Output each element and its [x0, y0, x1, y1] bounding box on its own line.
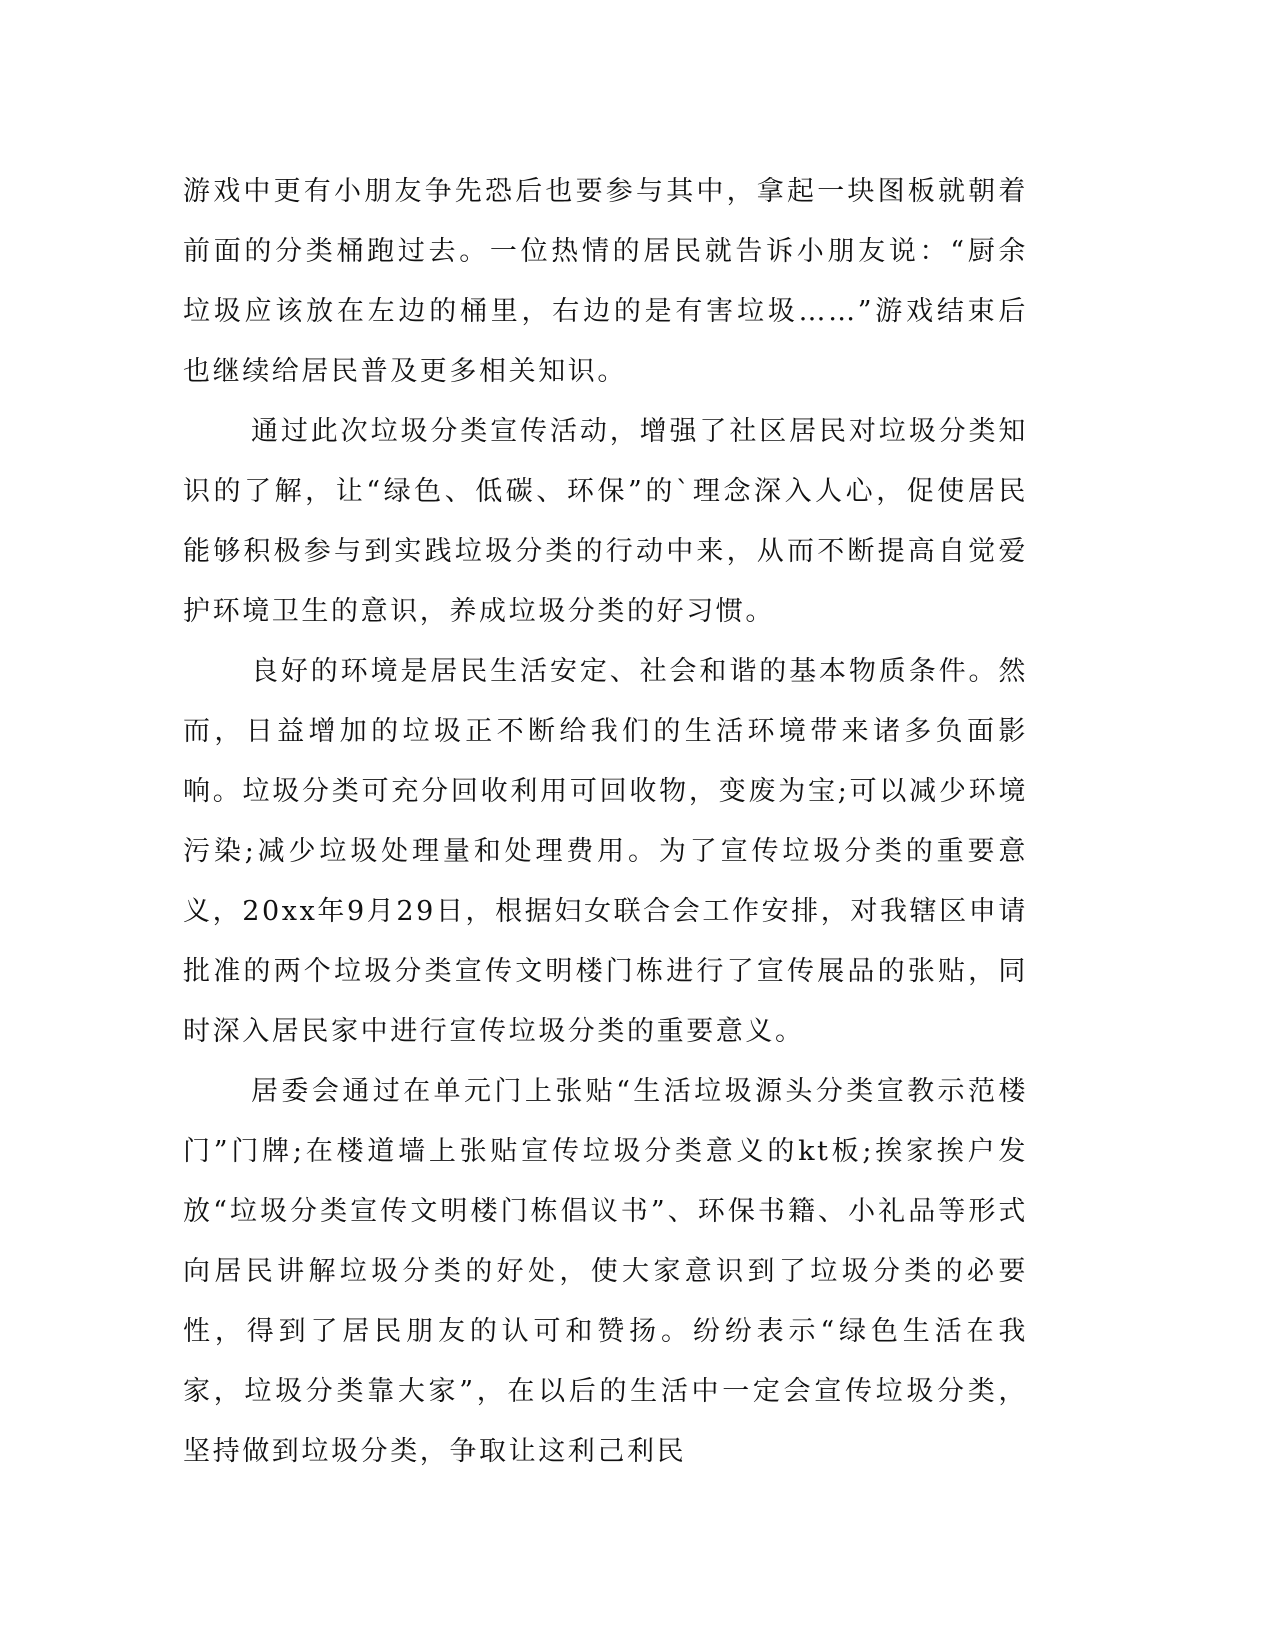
paragraph-3: 良好的环境是居民生活安定、社会和谐的基本物质条件。然而，日益增加的垃圾正不断给我们的生活环境带来诸多负面影响。垃圾分类可充分回收利用可回收物，变废为宝;可以减少环境污染;减少垃圾处理量和处理费用。为了宣传垃圾分类的重要意义，20xx年9月29日，根据妇女联合会工作安排，对我辖区申请批准的两个垃圾分类宣传文明楼门栋进行了宣传展品的张贴，同时深入居民家中进行宣传垃圾分类的重要意义。 — [183, 656, 1028, 1047]
paragraph-1: 游戏中更有小朋友争先恐后也要参与其中，拿起一块图板就朝着前面的分类桶跑过去。一位热情的居民就告诉小朋友说：“厨余垃圾应该放在左边的桶里，右边的是有害垃圾……”游戏结束后也继续给居民普及更多相关知识。 — [183, 176, 1028, 387]
paragraph-2: 通过此次垃圾分类宣传活动，增强了社区居民对垃圾分类知识的了解，让“绿色、低碳、环保”的`理念深入人心，促使居民能够积极参与到实践垃圾分类的行动中来，从而不断提高自觉爱护环境卫生的意识，养成垃圾分类的好习惯。 — [183, 416, 1028, 627]
body-text — [183, 162, 1028, 1482]
paragraph-4: 居委会通过在单元门上张贴“生活垃圾源头分类宣教示范楼门”门牌;在楼道墙上张贴宣传垃圾分类意义的kt板;挨家挨户发放“垃圾分类宣传文明楼门栋倡议书”、环保书籍、小礼品等形式向居民讲解垃圾分类的好处，使大家意识到了垃圾分类的必要性，得到了居民朋友的认可和赞扬。纷纷表示“绿色生活在我家，垃圾分类靠大家”，在以后的生活中一定会宣传垃圾分类，坚持做到垃圾分类，争取让这利己利民 — [183, 1076, 1028, 1467]
